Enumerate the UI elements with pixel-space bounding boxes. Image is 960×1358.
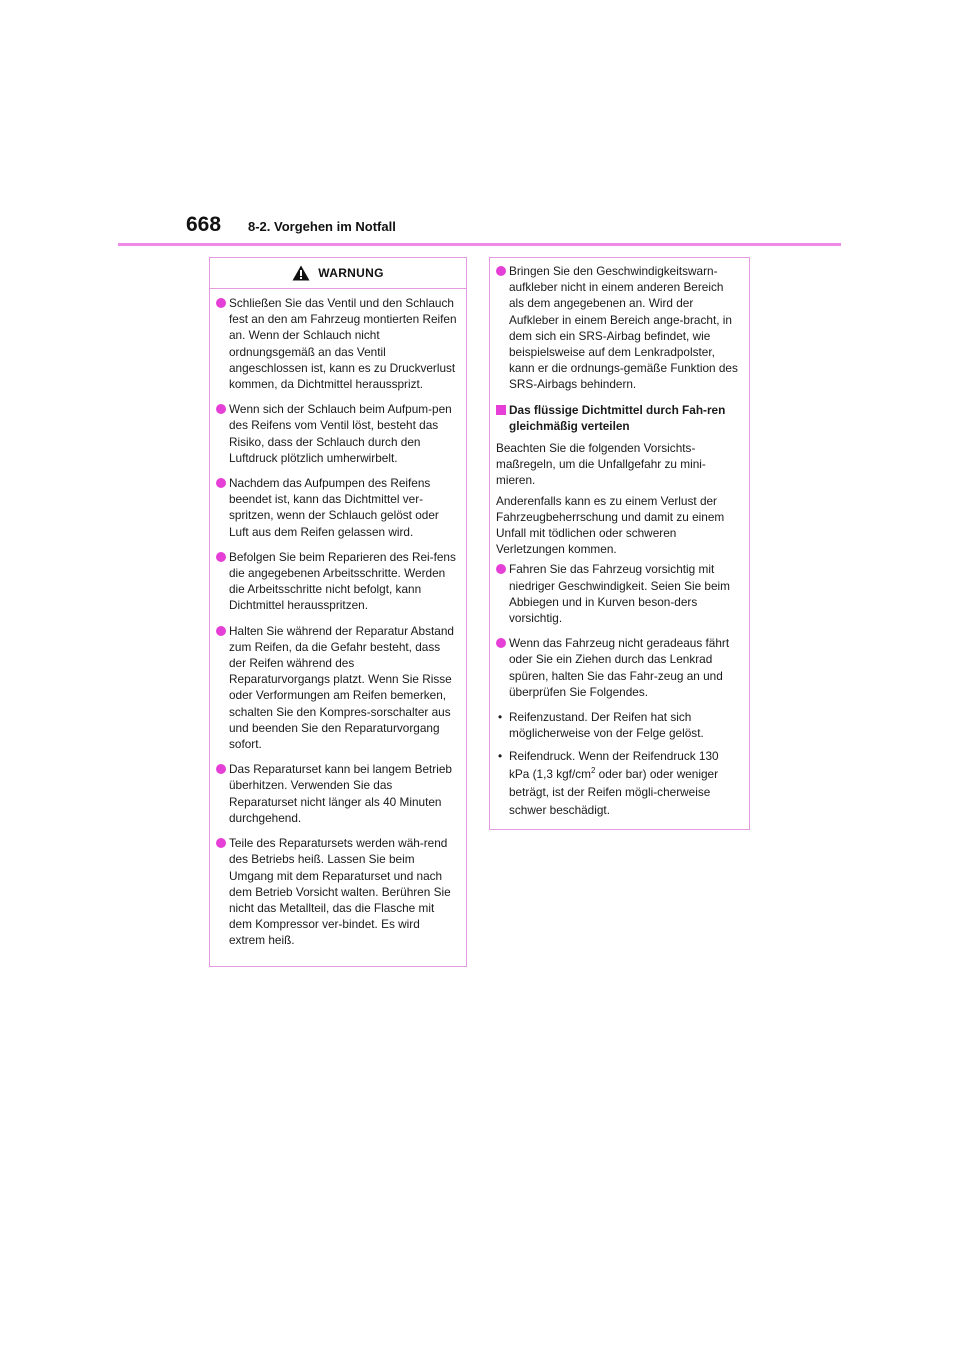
warning-item: Fahren Sie das Fahrzeug vorsichtig mit niedriger Geschwindigkeit. Seien Sie beim Abbiegen und in Kurven beson-ders vorsichtig. — [496, 561, 741, 626]
bullet-dot-icon — [496, 638, 506, 648]
bullet-dot-icon — [216, 478, 226, 488]
warning-header — [210, 258, 466, 289]
warning-item: Schließen Sie das Ventil und den Schlauch fest an den am Fahrzeug montierten Reifen an. Wenn der Schlauch nicht ordnungsgemäß an das Ventil angeschlossen ist, kann es zu Druckverlust kommen, da Dichtmittel heraussprizt. — [216, 295, 458, 392]
bullet-dot-icon — [216, 552, 226, 562]
warning-item: Halten Sie während der Reparatur Abstand zum Reifen, da die Gefahr besteht, dass der Reifen während des Reparaturvorgangs platzt. Wenn Sie Risse oder Verformungen am Reifen bemerken, schalten Sie den Kompres-sorschalter aus und beenden Sie den Reparaturvorgang sofort. — [216, 623, 458, 753]
paragraph: Anderenfalls kann es zu einem Verlust der Fahrzeugbeherrschung und damit zu einem Unfall mit tödlichen oder schweren Verletzungen kommen. — [496, 493, 725, 557]
warning-item: Befolgen Sie beim Reparieren des Rei-fens die angegebenen Arbeitsschritte. Werden die Arbeitsschritte nicht befolgt, kann Dichtmittel herausspritzen. — [216, 549, 458, 614]
page-number: 668 — [186, 213, 222, 236]
header-divider — [118, 243, 841, 246]
check-item: • Reifendruck. Wenn der Reifendruck 130 kPa (1,3 kgf/$cm^2$ oder bar) oder weniger beträgt, ist der Reifen mögli-cherweise schwer beschädigt. — [498, 749, 719, 818]
warning-title: WARNUNG — [318, 266, 384, 280]
bullet-dot-icon — [216, 838, 226, 848]
bullet-dot-icon — [216, 298, 226, 308]
warning-item: Nachdem das Aufpumpen des Reifens beendet ist, kann das Dichtmittel ver-spritzen, wenn der Schlauch gelöst oder Luft aus dem Reifen gelassen wird. — [216, 475, 458, 540]
check-item: • Reifenzustand. Der Reifen hat sich möglicherweise von der Felge gelöst. — [498, 710, 704, 741]
warning-item: Das Reparaturset kann bei langem Betrieb überhitzen. Verwenden Sie das Reparaturset nicht länger als 40 Minuten durchgehend. — [216, 761, 458, 826]
warning-item: Bringen Sie den Geschwindigkeitswarn-aufkleber nicht in einem anderen Bereich als dem angegebenen an. Wird der Aufkleber in einem Bereich ange-bracht, in dem sich ein SRS-Airbag befindet, wie beispielsweise auf dem Lenkradpolster, kann er die ordnungs-gemäße Funktion des SRS-Airbags behindern. — [496, 263, 741, 393]
bullet-dot-icon — [216, 626, 226, 636]
bullet-dot-icon — [216, 404, 226, 414]
section-title: 8-2. Vorgehen im Notfall — [248, 219, 396, 234]
warning-item: Wenn sich der Schlauch beim Aufpum-pen des Reifens vom Ventil löst, besteht das Risiko, dass der Schlauch durch den Luftdruck plötzlich umherwirbelt. — [216, 401, 458, 466]
square-bullet-icon — [496, 405, 506, 415]
bullet-dot-icon — [216, 764, 226, 774]
bullet-dot-icon — [496, 266, 506, 276]
warning-triangle-icon — [292, 265, 310, 281]
sub-heading: Das flüssige Dichtmittel durch Fah-ren gleichmäßig verteilen — [496, 402, 741, 434]
paragraph: Beachten Sie die folgenden Vorsichts-maßregeln, um die Unfallgefahr zu mini-mieren. — [496, 441, 706, 488]
warning-continuation-box — [489, 257, 750, 830]
warning-item: Teile des Reparatursets werden wäh-rend des Betriebs heiß. Lassen Sie beim Umgang mit dem Reparaturset und nach dem Betrieb Vorsicht walten. Berühren Sie nicht das Metallteil, das die Flasche mit dem Kompressor ver-bindet. Es wird extrem heiß. — [216, 835, 458, 948]
warning-box — [209, 257, 467, 967]
bullet-dot-icon — [496, 564, 506, 574]
warning-item: Wenn das Fahrzeug nicht geradeaus fährt oder Sie ein Ziehen durch das Lenkrad spüren, halten Sie das Fahr-zeug an und überprüfen Sie Folgendes. — [496, 635, 741, 700]
